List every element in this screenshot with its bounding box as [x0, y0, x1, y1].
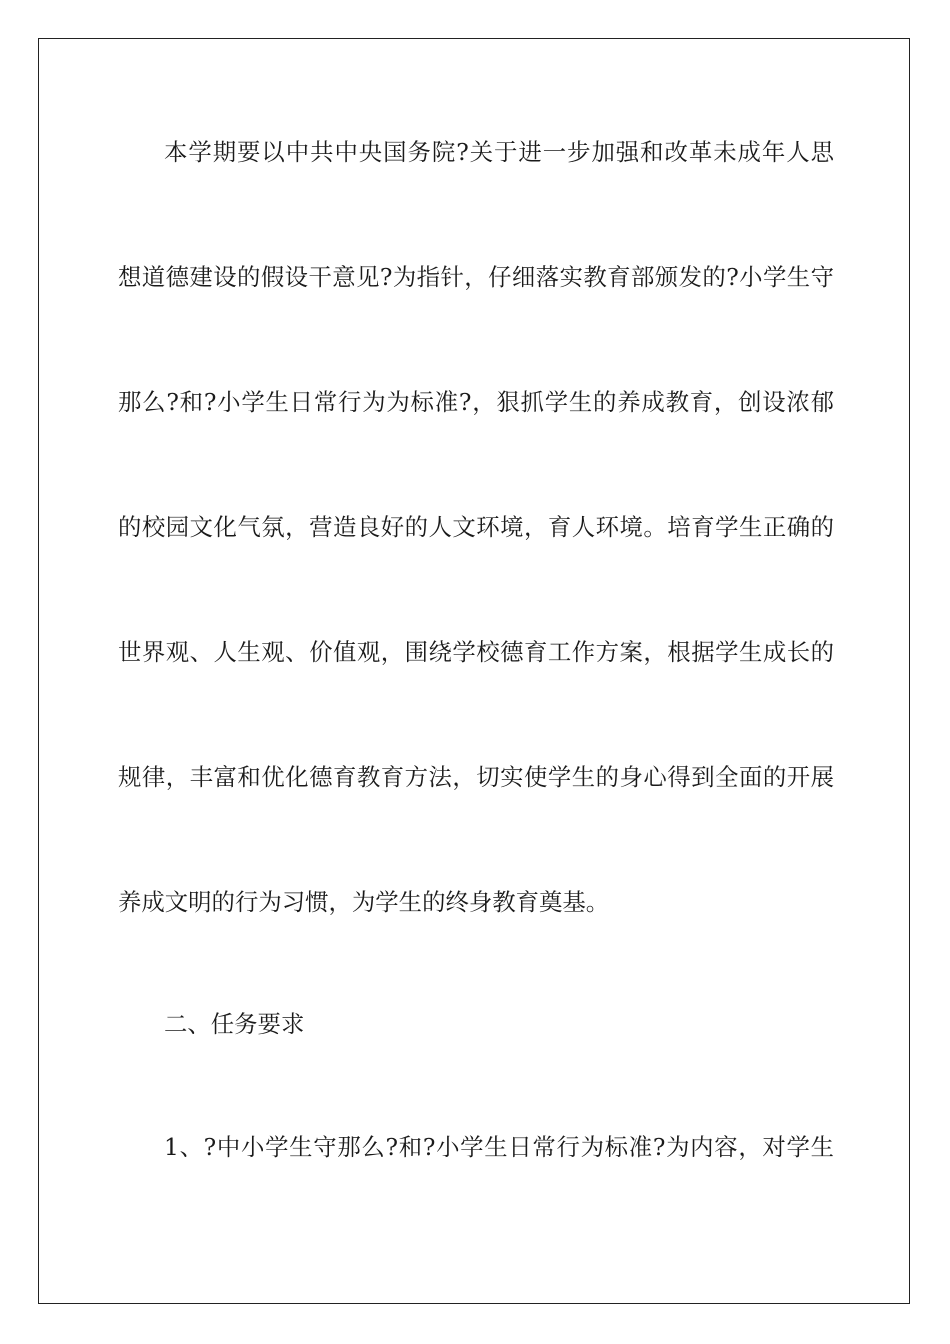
section-heading: 二、任务要求 — [164, 1010, 305, 1038]
paragraph-line-5: 世界观、人生观、价值观，围绕学校德育工作方案，根据学生成长的 — [118, 638, 834, 666]
paragraph-line-1: 本学期要以中共中央国务院?关于进一步加强和改革未成年人思 — [164, 138, 834, 166]
paragraph-line-4: 的校园文化气氛，营造良好的人文环境，育人环境。培育学生正确的 — [118, 513, 834, 541]
paragraph-line-7: 养成文明的行为习惯，为学生的终身教育奠基。 — [118, 888, 610, 916]
list-item-1: 1、?中小学生守那么?和?小学生日常行为标准?为内容，对学生 — [164, 1133, 834, 1161]
paragraph-line-6: 规律，丰富和优化德育教育方法，切实使学生的身心得到全面的开展 — [118, 763, 834, 791]
paragraph-line-3: 那么?和?小学生日常行为为标准?，狠抓学生的养成教育，创设浓郁 — [118, 388, 834, 416]
page-border — [38, 38, 910, 1304]
paragraph-line-2: 想道德建设的假设干意见?为指针，仔细落实教育部颁发的?小学生守 — [118, 263, 834, 291]
